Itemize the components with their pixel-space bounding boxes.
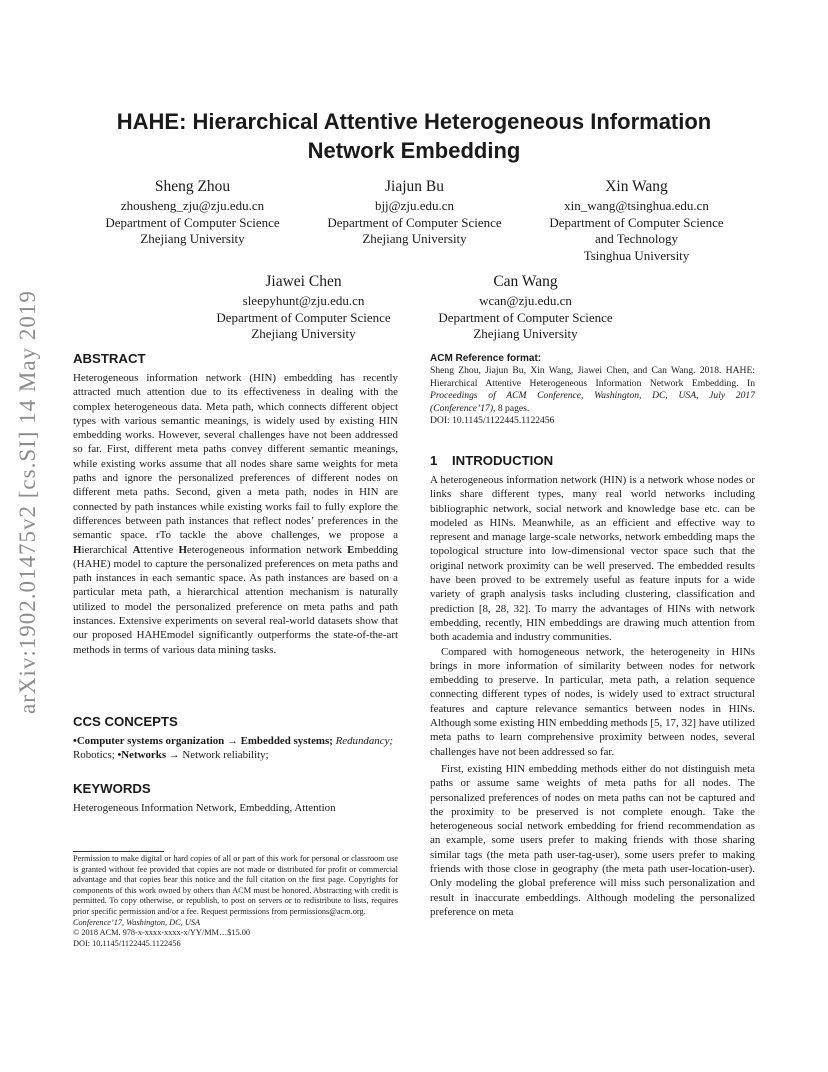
author-affil: Zhejiang University [251, 326, 356, 341]
author-email: wcan@zju.edu.cn [479, 293, 572, 308]
author-block [196, 272, 411, 343]
author-email: sleepyhunt@zju.edu.cn [242, 293, 365, 308]
author-name: Sheng Zhou [154, 178, 231, 195]
title-line-1: HAHE: Hierarchical Attentive Heterogeneous Information [116, 109, 712, 134]
author-affil: Zhejiang University [362, 231, 467, 246]
abstract-heading: ABSTRACT [73, 351, 146, 366]
ccs-heading: CCS CONCEPTS [73, 714, 178, 729]
author-name: Jiawei Chen [265, 273, 342, 290]
footnote-rule [73, 851, 164, 852]
ccs-text: •Computer systems organization → Embedded systems; Redundancy; Robotics; •Networks → Network reliability; [73, 735, 394, 762]
permission-footnote [73, 854, 398, 949]
introduction-heading [430, 452, 755, 469]
conference-name: Conference’17, Washington, DC, USA [73, 917, 201, 927]
keywords-heading: KEYWORDS [73, 781, 151, 796]
author-name: Jiajun Bu [385, 178, 444, 195]
abstract-section [73, 350, 398, 657]
author-block [85, 177, 300, 248]
author-name: Can Wang [493, 273, 558, 290]
author-dept-line-2: and Technology [595, 231, 678, 246]
author-affil: Zhejiang University [140, 231, 245, 246]
introduction-section [430, 452, 755, 919]
acm-reference-heading: ACM Reference format: [430, 353, 542, 364]
footnote-doi: DOI: 10.1145/1122445.1122456 [73, 938, 181, 948]
keywords-section [73, 780, 398, 815]
arxiv-stamp: arXiv:1902.01475v2 [cs.SI] 14 May 2019 [15, 290, 40, 714]
author-dept: Department of Computer Science [216, 309, 391, 325]
author-affil: Tsinghua University [583, 247, 690, 263]
keywords-text: Heterogeneous Information Network, Embedding, Attention [73, 802, 336, 814]
title-line-2: Network Embedding [307, 138, 521, 163]
author-name: Xin Wang [605, 178, 668, 195]
intro-paragraph: First, existing HIN embedding methods either do not distinguish meta paths or assume same weights of meta paths for all nodes. The personalized preferences of nodes on meta paths can not be captured and the proximity to be preserved is not complete enough. Take the heterogeneous social network embedding for friend recommendation as an example, some users prefer to making friends with those sharing similar tags (the meta path user-tag-user), some users prefer to making friends with those close in geography (the meta path user-location-user). Only modeling the global preference will miss such personalization and result in inaccurate embeddings. Although modeling the personalized preference on meta [430, 762, 755, 918]
section-number: 1 [430, 453, 438, 468]
author-block [529, 177, 744, 264]
acm-reference-text: Sheng Zhou, Jiajun Bu, Xin Wang, Jiawei Chen, and Can Wang. 2018. HAHE: Hierarchical Attentive Heterogeneous Information Network Embedding. In Proceedings of ACM Conference, Washington, DC, USA, July 2017 (Conference’17), 8 pages. [430, 365, 755, 414]
abstract-text: Heterogeneous information network (HIN) embedding has recently attracted much attention due to its effectiveness in dealing with the complex heterogeneous data. Meta path, which connects different object types with various semantic meanings, is widely used by existing HIN embedding works. However, several challenges have not been addressed so far. First, different meta paths convey different semantic meanings, while existing works assume that all nodes share same weights for meta paths and ignore the personalized preferences of different nodes on different meta paths. Second, given a meta path, nodes in HIN are connected by path instances while existing works fail to fully explore the differences between path instances that reflect nodes’ preferences in the semantic space. rTo tackle the above challenges, we propose a Hierarchical Attentive Heterogeneous information network Embedding (HAHE) model to capture the personalized preferences on meta paths and path instances in each semantic space. As path instances are based on a particular meta path, a hierarchical attention mechanism is naturally utilized to model the personalized preference on meta paths and path instances. Extensive experiments on several real-world datasets show that our proposed HAHEmodel significantly outperforms the state-of-the-art methods in terms of various data mining tasks. [73, 372, 398, 656]
intro-paragraph: Compared with homogeneous network, the heterogeneity in HINs brings in more information of similarity between nodes for network embedding to preserve. In particular, meta path, a relation sequence connecting different types of nodes, is widely used to extract structural features and capture relevance semantics between nodes in HINs. Although some existing HIN embedding methods [5, 17, 32] have utilized meta paths to learn comprehensive proximity between nodes, several challenges have not been addressed so far. [430, 645, 755, 758]
intro-paragraph: A heterogeneous information network (HIN) is a network whose nodes or links share different types, many real world networks including bibliographic network, social network and knowledge base etc. can be modeled as HINs. Meanwhile, as an efficient and effective way to represent and manage large-scale networks, network embedding maps the topological structure into low-dimensional vector space such that the original network proximity can be well preserved. The embedded results have been proved to be extremely useful as feature inputs for a wide variety of graph analysis tasks including clustering, classification and prediction [8, 28, 32]. To marry the advantages of HINs with network embedding, recently, HIN embeddings are drawing much attention from both academia and industry communities. [430, 474, 755, 644]
copyright-line: © 2018 ACM. 978-x-xxxx-xxxx-x/YY/MM…$15.00 [73, 928, 251, 938]
author-block [418, 272, 633, 343]
author-email: xin_wang@tsinghua.edu.cn [564, 198, 709, 213]
ccs-section [73, 713, 398, 763]
author-dept: Department of Computer Science [105, 214, 280, 230]
author-email: zhousheng_zju@zju.edu.cn [120, 198, 265, 213]
author-dept: Department of Computer Science [438, 309, 613, 325]
author-dept: Department of Computer Science [549, 214, 724, 230]
section-title: INTRODUCTION [452, 453, 554, 468]
author-dept: Department of Computer Science [327, 214, 502, 230]
acm-reference-section [430, 352, 755, 428]
author-affil: Zhejiang University [473, 326, 578, 341]
author-block [307, 177, 522, 248]
author-email: bjj@zju.edu.cn [374, 198, 455, 213]
permission-text: Permission to make digital or hard copies of all or part of this work for personal or classroom use is granted without fee provided that copies are not made or distributed for profit or commercial advantage and that copies bear this notice and the full citation on the first page. Copyrights for components of this work owned by others than ACM must be honored. Abstracting with credit is permitted. To copy otherwise, or republish, to post on servers or to redistribute to lists, requires prior specific permission and/or a fee. Request permissions from permissions@acm.org. [73, 854, 398, 916]
paper-title [100, 107, 728, 165]
acm-reference-doi: DOI: 10.1145/1122445.1122456 [430, 415, 555, 427]
